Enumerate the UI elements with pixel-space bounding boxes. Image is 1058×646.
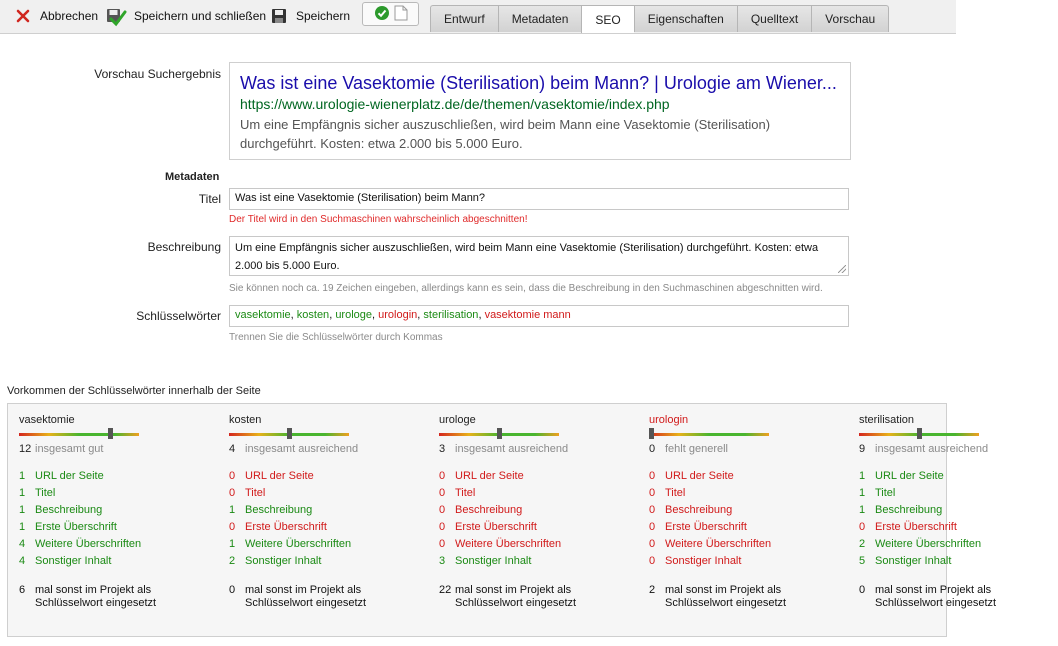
- preview-description-line: durchgeführt. Kosten: etwa 2.000 bis 5.000 Euro.: [240, 136, 523, 151]
- keyword-name: kosten: [229, 414, 262, 426]
- keyword-total-count: 3: [439, 443, 446, 455]
- project-usage-text: mal sonst im Projekt als Schlüsselwort eingesetzt: [35, 584, 157, 609]
- occurrence-count: 0: [229, 487, 236, 499]
- occurrence-label: Titel: [35, 487, 56, 499]
- occurrence-label: URL der Seite: [35, 470, 104, 482]
- save-and-close-label: Speichern und schließen: [134, 9, 267, 23]
- occurrence-count: 0: [439, 470, 446, 482]
- occurrence-count: 0: [649, 487, 656, 499]
- occurrence-label: Weitere Überschriften: [245, 538, 352, 550]
- occurrence-label: Titel: [455, 487, 476, 499]
- occurrence-count: 2: [859, 538, 866, 550]
- occurrence-label: URL der Seite: [455, 470, 524, 482]
- occurrence-count: 0: [439, 521, 446, 533]
- project-usage-count: 22: [439, 584, 452, 596]
- preview-description-line: Um eine Empfängnis sicher auszuschließen, wird beim Mann eine Vasektomie (Sterilisation): [240, 117, 771, 132]
- save-button[interactable]: [270, 5, 350, 27]
- occurrence-label: Erste Überschrift: [665, 521, 747, 533]
- metadata-heading: Metadaten: [165, 171, 220, 183]
- title-input[interactable]: Was ist eine Vasektomie (Sterilisation) beim Mann?: [229, 188, 849, 210]
- occurrence-count: 5: [859, 555, 866, 567]
- keywords-hint: Trennen Sie die Schlüsselwörter durch Kommas: [229, 332, 443, 343]
- occurrence-label: Titel: [665, 487, 686, 499]
- occurrence-count: 0: [649, 521, 656, 533]
- preview-description: [240, 115, 840, 153]
- check-circle-icon: [374, 5, 390, 24]
- occurrence-count: 0: [649, 470, 656, 482]
- toolbar: [0, 0, 956, 34]
- occurrence-count: 4: [19, 538, 26, 550]
- occurrence-label: Sonstiger Inhalt: [665, 555, 742, 567]
- keyword-rating: insgesamt ausreichend: [455, 443, 569, 455]
- keyword-rating: insgesamt ausreichend: [245, 443, 359, 455]
- occurrence-count: 1: [859, 470, 866, 482]
- save-check-icon: [106, 7, 126, 25]
- keyword-name: urologe: [439, 414, 476, 426]
- occurrence-label: Beschreibung: [665, 504, 733, 516]
- occurrence-count: 1: [19, 521, 26, 533]
- occurrence-label: Weitere Überschriften: [35, 538, 142, 550]
- project-usage-text: mal sonst im Projekt als Schlüsselwort eingesetzt: [875, 584, 997, 609]
- occurrence-count: 0: [439, 504, 446, 516]
- keyword-column: [638, 404, 848, 638]
- tab-seo[interactable]: SEO: [581, 5, 633, 33]
- keyword-total-count: 12: [19, 443, 32, 455]
- occurrence-label: Sonstiger Inhalt: [245, 555, 322, 567]
- occurrence-label: URL der Seite: [245, 470, 314, 482]
- keyword-token: sterilisation: [423, 309, 479, 321]
- keyword-score-marker: [917, 428, 922, 439]
- tab-vorschau[interactable]: Vorschau: [811, 5, 889, 32]
- keywords-input[interactable]: [229, 305, 849, 327]
- keyword-separator: ,: [329, 309, 336, 321]
- occurrence-label: Beschreibung: [875, 504, 943, 516]
- check-document-button[interactable]: [362, 2, 419, 26]
- keyword-token: urologin: [378, 309, 418, 321]
- occurrence-label: Beschreibung: [455, 504, 523, 516]
- save-and-close-button[interactable]: [106, 5, 266, 27]
- keyword-rating: insgesamt gut: [35, 443, 104, 455]
- occurrence-label: Sonstiger Inhalt: [455, 555, 532, 567]
- keywords-label: Schlüsselwörter: [136, 309, 221, 323]
- occurrence-label: Beschreibung: [35, 504, 103, 516]
- keyword-token: urologe: [335, 309, 373, 321]
- occurrence-count: 0: [649, 504, 656, 516]
- keyword-separator: ,: [478, 309, 485, 321]
- occurrence-count: 2: [229, 555, 236, 567]
- occurrence-label: Erste Überschrift: [245, 521, 327, 533]
- keyword-separator: ,: [372, 309, 379, 321]
- title-label: Titel: [198, 192, 221, 206]
- keyword-token: vasektomie mann: [484, 309, 571, 321]
- save-label: Speichern: [296, 9, 351, 23]
- occurrence-label: Erste Überschrift: [455, 521, 537, 533]
- occurrence-label: URL der Seite: [665, 470, 734, 482]
- keyword-score-marker: [497, 428, 502, 439]
- occurrence-label: Titel: [875, 487, 896, 499]
- resize-handle-icon[interactable]: [838, 265, 846, 273]
- keyword-rating: fehlt generell: [665, 443, 728, 455]
- occurrence-count: 1: [859, 504, 866, 516]
- preview-title: Was ist eine Vasektomie (Sterilisation) beim Mann? | Urologie am Wiener...: [240, 73, 837, 93]
- keyword-occurrence-panel: [7, 403, 997, 637]
- project-usage-count: 0: [859, 584, 866, 596]
- description-text: Um eine Empfängnis sicher auszuschließen, wird beim Mann eine Vasektomie (Sterilisation) durchgeführt. Kosten: etwa 2.000 bis 5.000 Euro.: [235, 242, 819, 272]
- occurrence-count: 0: [229, 470, 236, 482]
- project-usage-text: mal sonst im Projekt als Schlüsselwort eingesetzt: [245, 584, 367, 609]
- keyword-name: vasektomie: [19, 414, 75, 426]
- occurrence-count: 0: [649, 555, 656, 567]
- occurrence-count: 1: [19, 504, 26, 516]
- description-hint: Sie können noch ca. 19 Zeichen eingeben, allerdings kann es sein, dass die Beschreibung in den Suchmaschinen abgeschnitten wird.: [229, 283, 823, 294]
- cancel-button[interactable]: [14, 5, 98, 27]
- occurrence-label: Weitere Überschriften: [875, 538, 982, 550]
- keyword-total-count: 9: [859, 443, 866, 455]
- keyword-column: [218, 404, 428, 638]
- occurrence-label: Sonstiger Inhalt: [875, 555, 952, 567]
- editor-tabs: [430, 5, 889, 32]
- description-textarea[interactable]: [229, 236, 849, 276]
- keyword-score-marker: [108, 428, 113, 439]
- occurrence-count: 0: [439, 538, 446, 550]
- search-result-preview: [229, 62, 851, 160]
- occurrence-label: Erste Überschrift: [875, 521, 957, 533]
- keyword-column: [8, 404, 218, 638]
- occurrence-label: Weitere Überschriften: [665, 538, 772, 550]
- preview-url: https://www.urologie-wienerplatz.de/de/themen/vasektomie/index.php: [240, 96, 670, 112]
- floppy-disk-icon: [270, 7, 288, 25]
- occurrence-count: 1: [229, 504, 236, 516]
- tab-eigenschaften[interactable]: Eigenschaften: [634, 5, 737, 32]
- occurrence-count: 1: [859, 487, 866, 499]
- cancel-label: Abbrechen: [40, 9, 99, 23]
- occurrence-count: 3: [439, 555, 446, 567]
- project-usage-text: mal sonst im Projekt als Schlüsselwort eingesetzt: [665, 584, 787, 609]
- keyword-score-marker: [287, 428, 292, 439]
- tab-metadaten[interactable]: Metadaten: [498, 5, 582, 32]
- title-warning: Der Titel wird in den Suchmaschinen wahrscheinlich abgeschnitten!: [229, 214, 528, 225]
- keyword-column: [848, 404, 1058, 638]
- keyword-name: urologin: [649, 414, 689, 426]
- occurrence-label: Weitere Überschriften: [455, 538, 562, 550]
- keyword-token: kosten: [296, 309, 330, 321]
- keyword-score-bar: [649, 433, 769, 436]
- project-usage-count: 2: [649, 584, 656, 596]
- tab-entwurf[interactable]: Entwurf: [430, 5, 498, 32]
- document-icon: [394, 5, 408, 24]
- keyword-rating: insgesamt ausreichend: [875, 443, 989, 455]
- occurrence-label: URL der Seite: [875, 470, 944, 482]
- occurrence-label: Erste Überschrift: [35, 521, 117, 533]
- preview-label: Vorschau Suchergebnis: [94, 67, 221, 81]
- project-usage-count: 0: [229, 584, 236, 596]
- occurrence-count: 0: [439, 487, 446, 499]
- occurrence-count: 4: [19, 555, 26, 567]
- keyword-total-count: 0: [649, 443, 656, 455]
- close-icon: [14, 7, 32, 25]
- project-usage-text: mal sonst im Projekt als Schlüsselwort eingesetzt: [455, 584, 577, 609]
- description-label: Beschreibung: [147, 240, 221, 254]
- project-usage-count: 6: [19, 584, 26, 596]
- occurrence-count: 1: [19, 470, 26, 482]
- keyword-score-bar: [19, 433, 139, 436]
- keyword-separator: ,: [417, 309, 424, 321]
- occurrence-count: 1: [19, 487, 26, 499]
- occurrence-count: 0: [229, 521, 236, 533]
- occurrence-count: 0: [649, 538, 656, 550]
- keyword-total-count: 4: [229, 443, 236, 455]
- occurrence-count: 1: [229, 538, 236, 550]
- keyword-separator: ,: [290, 309, 297, 321]
- tab-quelltext[interactable]: Quelltext: [737, 5, 811, 32]
- keyword-name: sterilisation: [859, 414, 915, 426]
- keyword-score-marker: [649, 428, 654, 439]
- occurrences-title: Vorkommen der Schlüsselwörter innerhalb der Seite: [7, 385, 261, 397]
- keyword-column: [428, 404, 638, 638]
- occurrence-label: Titel: [245, 487, 266, 499]
- keyword-token: vasektomie: [235, 309, 291, 321]
- occurrence-label: Sonstiger Inhalt: [35, 555, 112, 567]
- occurrence-count: 0: [859, 521, 866, 533]
- occurrence-label: Beschreibung: [245, 504, 313, 516]
